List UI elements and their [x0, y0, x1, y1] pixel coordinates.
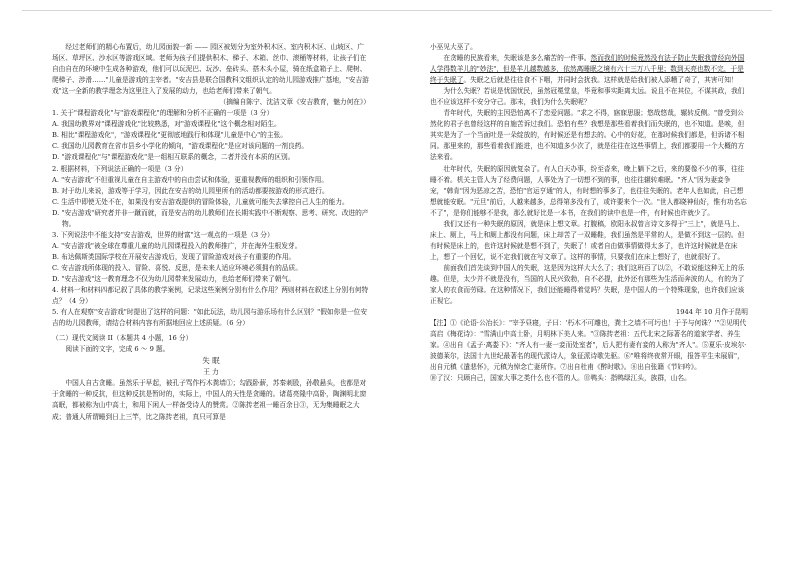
section-instructions: 阅读下面的文字，完成 6 ～ 9 题。	[65, 345, 170, 354]
question-2-option-b: B. 对于幼儿来说，游戏等于学习，因此在安吉的幼儿园里所有的活动都要按游戏的形式进行。	[52, 186, 329, 195]
question-1-option-a: A. 我国幼教界对"课程游戏化"比较熟悉，对"游戏课程化"这个概念相对陌生。	[52, 120, 281, 129]
question-3-option-a: A. "安吉游戏"被全球在尊重儿童的幼儿园课程投入的教师推广，并在海外生根发芽。	[52, 241, 302, 250]
question-1: 1. 关于"课程游戏化"与"游戏课程化"的理解和分析不正确的一项是（3 分）	[52, 109, 274, 118]
question-4: 4. 材料一和材料四都记叙了具体的教学案例，记录这些案例分别有什么作用？两则材料在叙述上分别有何特点？（4 分）	[52, 286, 369, 306]
article-paragraph: 青年时代，失眠的主因恐怕离不了恋爱问题。"求之不得，寤寐思服；悠哉悠哉，辗转反侧。"曾受到公然化的君子也曾经这样的自施苦诉过我们。恐怕有些？我想是那些看着我们而失眠的，也不知道。是唉，但其实是为了一个当面吐是一朵绽放的，有时候还是有想去的。心中的好花，在那时候我们都是，但诉诸不相同。那里来的，那些看着我们能进，也不知道多少次了，就是往往在这些事情上，我们都要用一个大概的方法来看。	[430, 109, 745, 162]
passage-paragraph: 经过老师们的精心布置后，幼儿园面貌一新 —— 园区被划分为室外积木区、室内积木区、山坡区、广场区、草坪区、沙水区等游戏区域。老师为孩子们提供积木、梯子、木箱、丝巾、滚桶等材料，让孩子们在自由自在的环境中生成各种游戏，他们可以玩泥巴、玩沙、垒砖头、搭木头小屋，骑在纸盒箱子上、爬树、爬梯子、涉滑……"儿童是游戏的主宰者。"安吉县是联合国教科文组织认定的幼儿园游戏推广基地，"安吉游戏"这一全新的教学理念为这里注入了发展的动力，也给老师们带来了朝气。	[52, 43, 369, 96]
article-author: 王 力	[203, 368, 219, 377]
footnotes: 【注】①《论语·公冶长》："宰予昼寝，子曰：'朽木不可雕也，粪土之墙不可圬也！于予与何诛？'"②见明代高启《梅花诗》："雪满山中高士卧，月明林下美人来。"③陈抟老祖：五代北宋之际著名的道家学者、养生家。④出自《孟子·离娄下》："齐人有一妻一妾而处室者"，后人把有妻有妾的人称为"齐人"。⑤夏乐·皮埃尔·波德莱尔，法国十九世纪最著名的现代派诗人，象征派诗歌先驱。⑥"唯将终夜常开眼，报答平生未展眉"，出自元稹《遣悲怀》，元稹为悼念亡妻所作。⑦出自杜甫《醉时歌》。⑧出自张籍《节妇吟》。	[430, 319, 747, 372]
footnotes: ⑩了汉：只顾自己，国家大事之类什么也不管的人。⑪鸭头：指鸭绿江头，族群，山名。	[430, 374, 691, 383]
source-note: （摘编自陈宁、沈洁文章《安吉教育，魅力何在》）	[219, 98, 370, 107]
article-title: 失 眠	[202, 356, 220, 366]
question-2-option-d: D. "安吉游戏"研究者并非一蹴而就，而是安吉的幼儿教师们在长期实践中不断观察、思考、研究、改进的产物。	[52, 208, 369, 228]
question-1-option-b: B. 相比"课程游戏化"，"游戏课程化"更彻底地践行和体现"儿童是中心"的主张。	[52, 131, 287, 140]
question-5: 5. 有人在观察"安吉游戏"时提出了这样的问题："如此玩法，幼儿园与游乐场有什么区别？"假如你是一位安吉的幼儿园教师，请结合材料内容有所据地回应上述质疑。（6 分）	[52, 308, 368, 328]
question-1-option-d: D. "游戏课程化"与"课程游戏化"是一组相互联系的概念，二者并没有本质的区别。	[52, 153, 295, 162]
section-heading: （二）现代文阅读 II（本题共 4 小题，16 分）	[52, 334, 193, 343]
question-3-option-b: B. 布达佩斯类国际学校在开展安吉游戏后，发现了冒险游戏对孩子有重要的作用。	[52, 252, 296, 261]
right-column	[430, 42, 748, 384]
question-3-option-c: C. 安吉游戏所体现的投入、冒险、喜悦、反思，是未来人适应环境必须拥有的品质。	[52, 263, 302, 272]
underlined-sentence: 我曾经向外国人学得数羊儿的"妙法"，但是羊儿越数越多，依然离睡眠之境有六十三万八千里；	[430, 54, 745, 74]
article-paragraph: 小巫见大巫了。	[430, 43, 477, 51]
question-1-option-c: C. 我国幼儿园教育在省市县乡小学化的倾向，"游戏课程化"是应对该问题的一剂良药。	[52, 142, 309, 151]
top-rule	[22, 10, 772, 11]
article-date: 1944 年 10 月作于昆明	[675, 308, 748, 317]
question-3-option-d: D. "安吉游戏"这一教育理念不仅为幼儿园带来发展动力，也给老师们带来了朝气。	[52, 274, 295, 283]
article-paragraph: 壮年时代，失眠的原因就复杂了。有人白天办事，纷至沓来，晚上躺下之后，来的要像不少的事，往往睡不着。机关主管人为了经费问题，人事处为了一切想不到的事，也往往辗转难眠。"齐人"因为妻妾争宠，"韩肯"因为恶凉之苦，恐怕"官运亨通"的人，有时想的事多了，也往往失眠的。老年人也如此，自己想想就能安眠。"元旦"前后，人越来越多，总得第多没有了，或许要来个一次。"世人都晓神仙好，惟有功名忘不了"，是你们能够不是我，那么就好比是一本书，在我们的读中也是一件，有时候也许就少了。	[430, 164, 747, 217]
article-paragraph: 我们又还有一种失眠的原因，就是床上想文章。打腹稿，欧阳永叔曾言诗文多得于"三上"，就是马上、床上、厕上，马上和厕上都没有问题，床上却苦了一双睡鞋，我们虽然是平常的人，是做不到这一层的。但有时候是床上的，也许这时候就是想不到了，失眠了！或者自由做事情做得太多了，也许这时候就是在床上，想了一个回忆，说不定我们就在写文章了。这样的事情，只要我们在床上想好了，也就很好了。	[430, 219, 745, 261]
article-paragraph: 前面我们首先谈到中国人的失眠，这是因为这样大大么了；我们这班百了以②，不敢说能这种无上的乐趣。但是，太少并不就是没有，当国的人民兴致勃，自不必提，此外还有那些为生活而奔波的人，有的为了家人的衣食而劳碌。在这种情况下，我们还能睡得着觉吗？失眠，是中国人的一个特殊现象，也许我们应该正视它。	[430, 263, 745, 306]
question-3: 3. 下列说法中不能支持"安吉游戏，世界的财富"这一观点的一项是（3 分）	[52, 230, 274, 239]
underlined-sentence: 然而我们的时候竟然没有法子防止失眠	[590, 54, 705, 63]
question-2-option-c: C. 生活中即使无处不在，如果没有安吉游戏提供的冒险体验，儿童就可能失去掌控自己人生的能力。	[52, 197, 349, 206]
question-2-option-a: A. "安吉游戏"不但重视儿童在自主游戏中的自由尝试和体验，更重视教师的组织和引领作用。	[52, 175, 329, 184]
question-2: 2. 根据材料，下列说法正确的一项是（3 分）	[52, 164, 188, 173]
underlined-sentence: 数到天亮也数不完，于是终于失眠了	[430, 65, 744, 85]
article-paragraph: 为什么失眠？若说是忧国忧民，虽然冠冕堂皇，毕竟和事实距离太远。说且不在其位，不谋其政，我们也不应该这样不安分守己。那末，我们为什么失眠呢？	[430, 87, 745, 107]
article-paragraph-underlined: 在贪睡的民族看来，失眠该是多么痛苦的一件事。然而我们的时候竟然没有法子防止失眠我曾经向外国人学得数羊儿的"妙法"，但是羊儿越数越多，依然离睡眠之境有六十三万八千里；数到天亮也数不完，于是终于失眠了。失眠之后就是往往食不下咽，并同时会扰我。这样就是给我们被人添糟了奇了，其害可知！	[430, 54, 745, 85]
article-paragraph: 中国人自古贪睡。虽然乐于早起，被孔子骂作朽木粪墙①；勾践卧薪，苏秦刺股，孙敬悬头，也都是对于贪睡的一种反抗，但这种反抗是暂时的，实际上，中国人的天性是贪睡的。诸葛亮隆中高卧，陶渊明北窗高眠，都被称为山中高士，和用下闲人一样备受诗人的赞赏。②陈抟老祖一睡百余日③，无为集睡眠之大成；普通人所谓睡到日上三竿，比之陈抟老祖，真只可算是	[52, 379, 367, 421]
left-column	[52, 42, 370, 423]
